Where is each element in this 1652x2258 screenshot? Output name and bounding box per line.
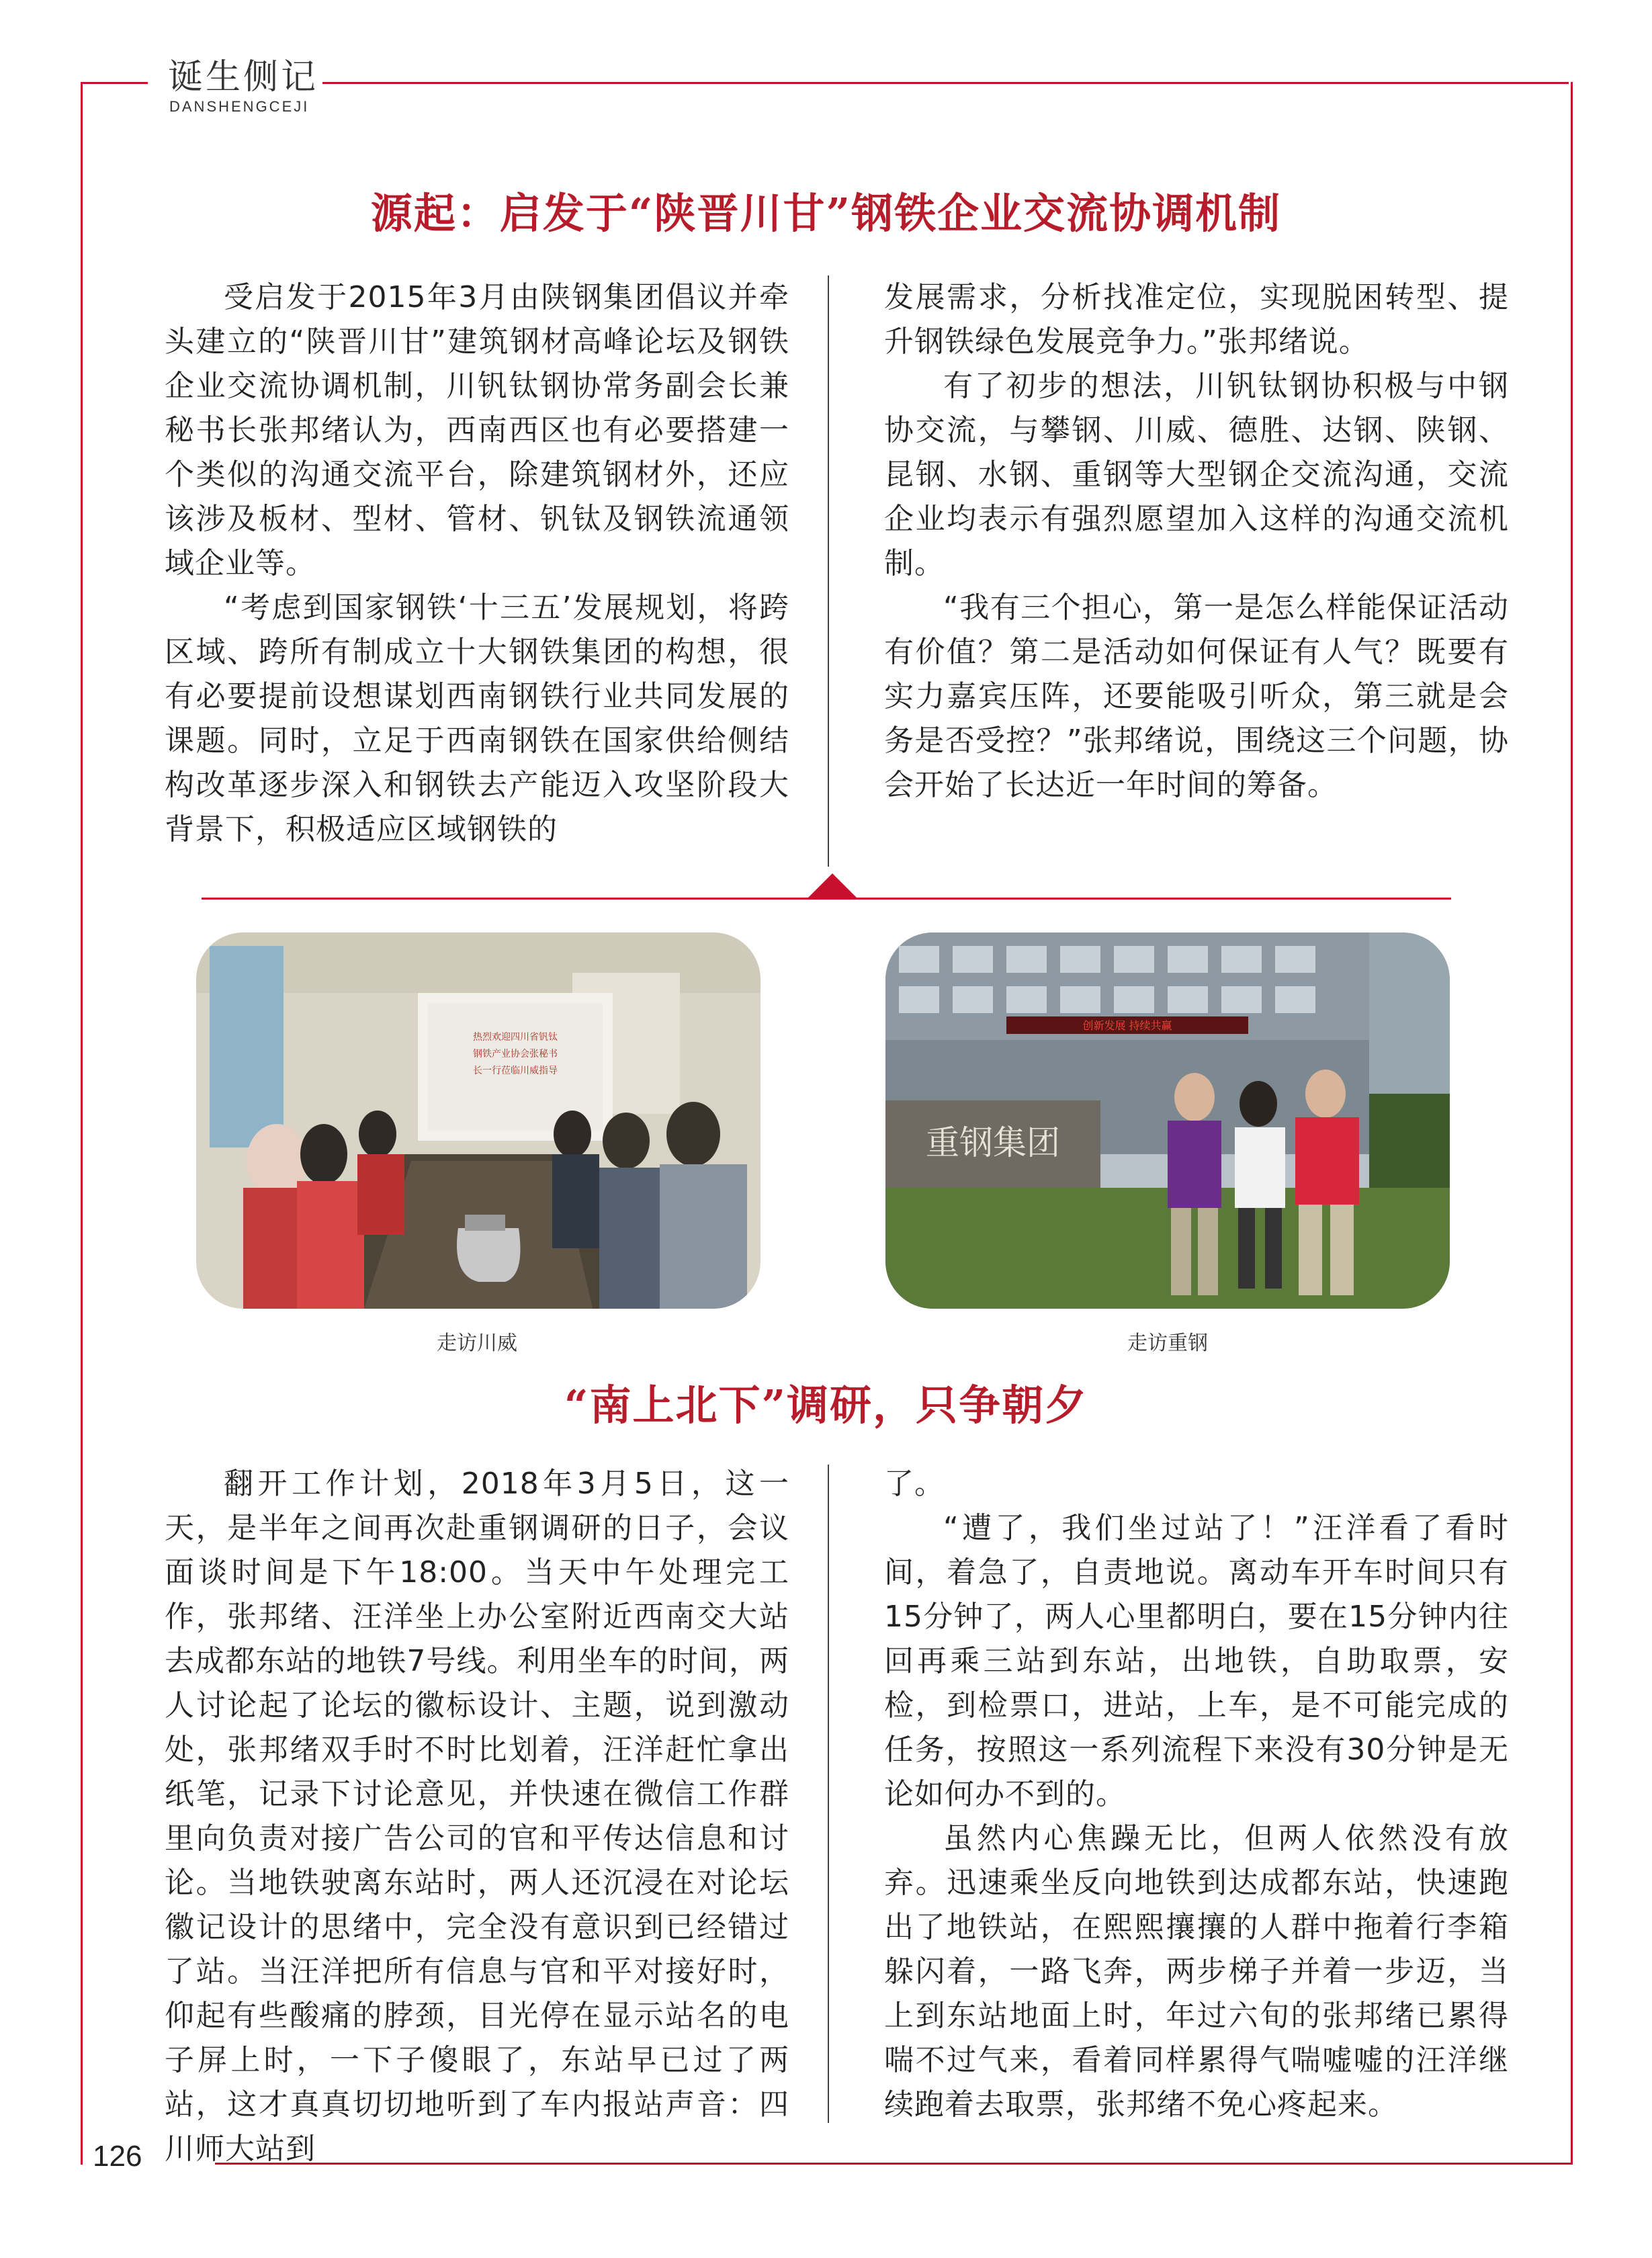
page-frame-right xyxy=(1571,82,1573,2165)
paragraph: 了。 xyxy=(884,1467,945,1501)
photo-visit-chuanwei xyxy=(196,932,760,1309)
svg-text:钢铁产业协会张秘书: 钢铁产业协会张秘书 xyxy=(473,1049,558,1059)
page-frame-left xyxy=(81,82,83,2165)
paragraph: 虽然内心焦躁无比，但两人依然没有放弃。迅速乘坐反向地铁到达成都东站，快速跑出了地铁站，在熙熙攘攘的人群中拖着行李箱躲闪着，一路飞奔，两步梯子并着一步迈，当上到东站地面上时，年过六旬的张邦绪已累得喘不过气来，看着同样累得气喘嘘嘘的汪洋继续跑着去取票，张邦绪不免心疼起来。 xyxy=(884,1821,1509,2122)
photo-visit-chonggang xyxy=(885,932,1450,1309)
svg-text:热烈欢迎四川省钒钛: 热烈欢迎四川省钒钛 xyxy=(473,1032,558,1043)
section-divider-line xyxy=(202,898,1451,900)
paragraph: “我有三个担心，第一是怎么样能保证活动有价值？第二是活动如何保证有人气？既要有实力嘉宾压阵，还要能吸引听众，第三就是会务是否受控？”张邦绪说，围绕这三个问题，协会开始了长达近一年时间的筹备。 xyxy=(884,591,1509,802)
photo-caption-right: 走访重钢 xyxy=(1127,1332,1208,1355)
column-title: 诞生侧记 xyxy=(168,57,319,97)
photo-caption-left: 走访川威 xyxy=(437,1332,517,1355)
paragraph: “考虑到国家钢铁‘十三五’发展规划，将跨区域、跨所有制成立十大钢铁集团的构想，很有必要提前设想谋划西南钢铁行业共同发展的课题。同时，立足于西南钢铁在国家供给侧结构改革逐步深入和钢铁去产能迈入攻坚阶段大背景下，积极适应区域钢铁的 xyxy=(165,591,789,846)
section1-left-column xyxy=(165,275,789,852)
svg-text:长一行莅临川威指导: 长一行莅临川威指导 xyxy=(473,1066,558,1076)
section-title-origin: 源起：启发于“陕晋川甘”钢铁企业交流协调机制 xyxy=(370,189,1282,238)
svg-text:重钢集团: 重钢集团 xyxy=(926,1123,1060,1162)
page-number: 126 xyxy=(93,2140,142,2173)
section-title-research: “南上北下”调研，只争朝夕 xyxy=(564,1381,1088,1430)
section2-left-column xyxy=(165,1462,789,2171)
svg-text:创新发展 持续共赢: 创新发展 持续共赢 xyxy=(1082,1019,1172,1032)
paragraph: “遭了，我们坐过站了！”汪洋看了看时间，着急了，自责地说。离动车开车时间只有15分钟了，两人心里都明白，要在15分钟内往回再乘三站到东站，出地铁，自助取票，安检，到检票口，进站，上车，是不可能完成的任务，按照这一系列流程下来没有30分钟是无论如何办不到的。 xyxy=(884,1511,1509,1811)
section1-right-column xyxy=(884,275,1509,808)
paragraph: 受启发于2015年3月由陕钢集团倡议并牵头建立的“陕晋川甘”建筑钢材高峰论坛及钢铁企业交流协调机制，川钒钛钢协常务副会长兼秘书长张邦绪认为，西南西区也有必要搭建一个类似的沟通交流平台，除建筑钢材外，还应该涉及板材、型材、管材、钒钛及钢铁流通领域企业等。 xyxy=(165,280,789,580)
paragraph: 翻开工作计划，2018年3月5日，这一天，是半年之间再次赴重钢调研的日子，会议面谈时间是下午18:00。当天中午处理完工作，张邦绪、汪洋坐上办公室附近西南交大站去成都东站的地铁7号线。利用坐车的时间，两人讨论起了论坛的徽标设计、主题，说到激动处，张邦绪双手时不时比划着，汪洋赶忙拿出纸笔，记录下讨论意见，并快速在微信工作群里向负责对接广告公司的官和平传达信息和讨论。当地铁驶离东站时，两人还沉浸在对论坛徽记设计的思绪中，完全没有意识到已经错过了站。当汪洋把所有信息与官和平对接好时，仰起有些酸痛的脖颈，目光停在显示站名的电子屏上时，一下子傻眼了，东站早已过了两站，这才真真切切地听到了车内报站声音：四川师大站到 xyxy=(165,1467,789,2166)
column-divider xyxy=(828,1465,829,2123)
column-divider xyxy=(828,275,829,867)
paragraph: 发展需求，分析找准定位，实现脱困转型、提升钢铁绿色发展竞争力。”张邦绪说。 xyxy=(884,280,1509,359)
divider-triangle-icon xyxy=(808,873,857,898)
paragraph: 有了初步的想法，川钒钛钢协积极与中钢协交流，与攀钢、川威、德胜、达钢、陕钢、昆钢、水钢、重钢等大型钢企交流沟通，交流企业均表示有强烈愿望加入这样的沟通交流机制。 xyxy=(884,369,1509,580)
section2-right-column xyxy=(884,1462,1509,2127)
column-title-pinyin: DANSHENGCEJI xyxy=(169,98,310,115)
